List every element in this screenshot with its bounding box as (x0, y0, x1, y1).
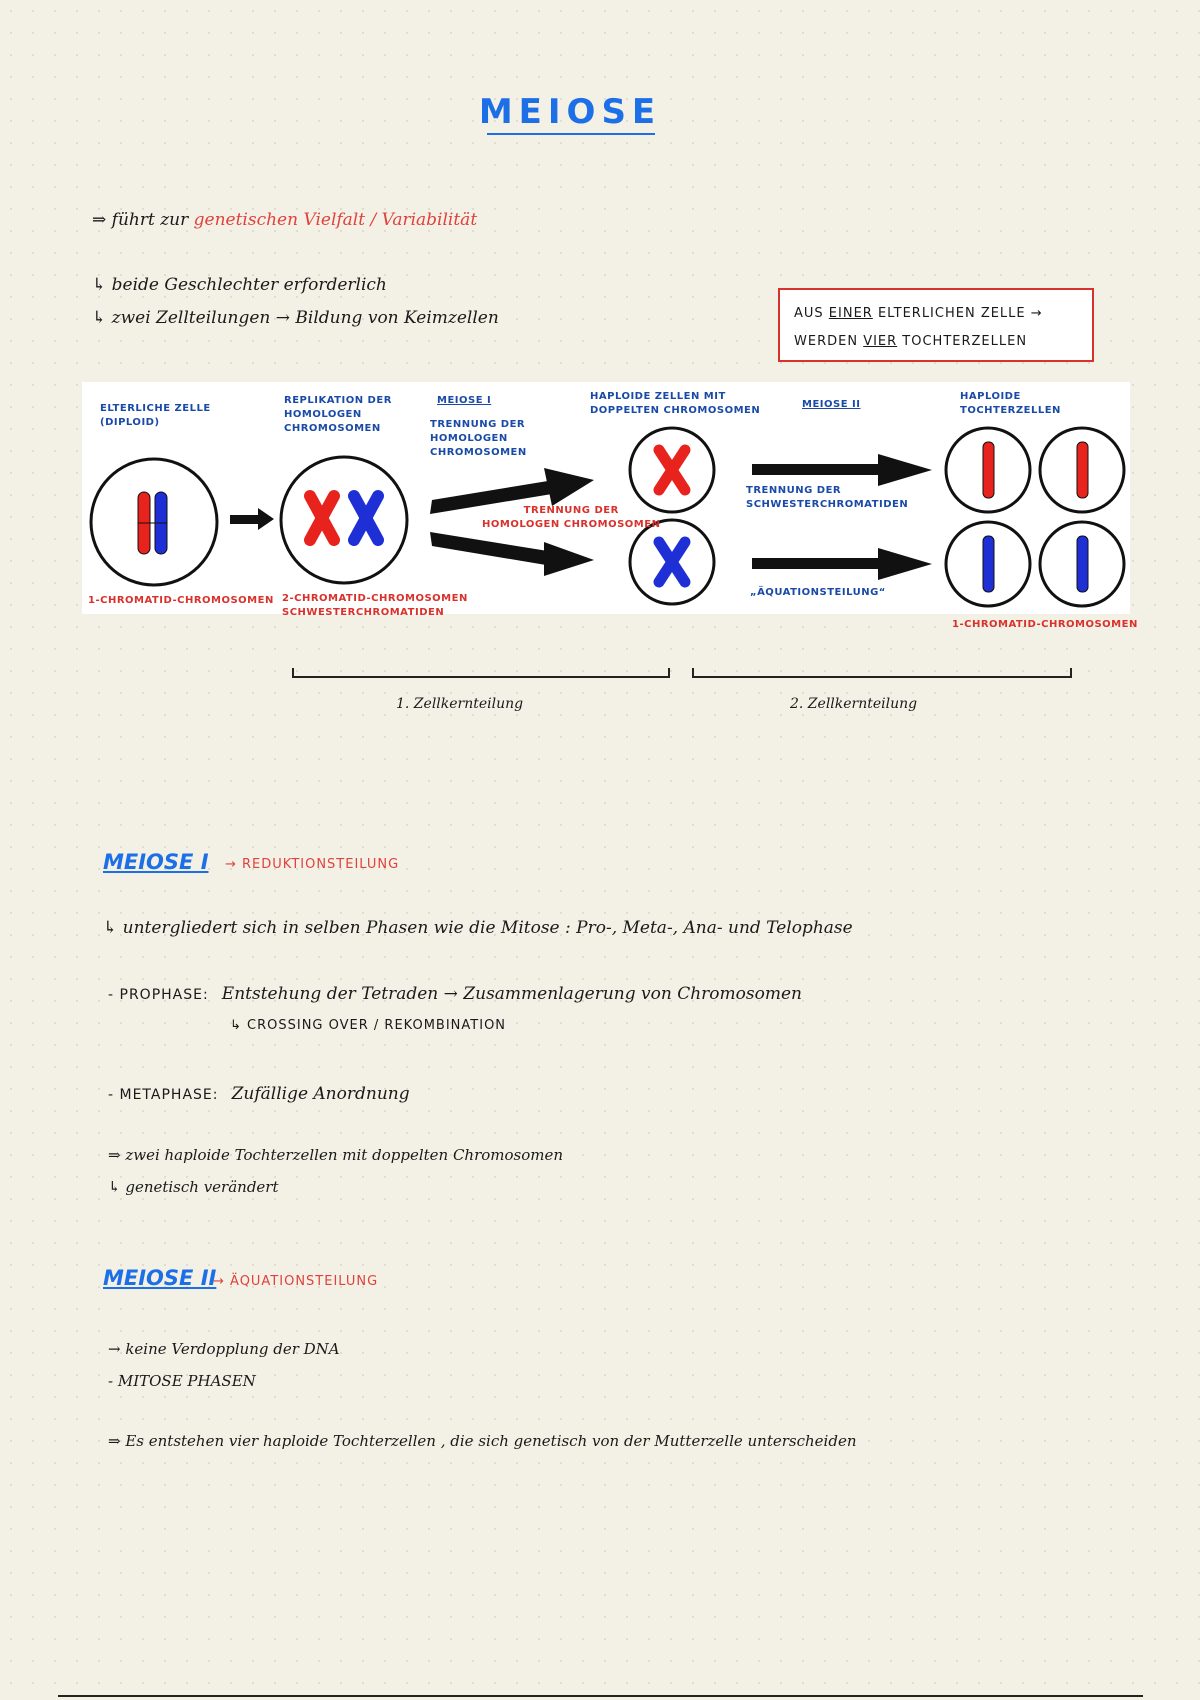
metaphase-label: - METAPHASE: (108, 1087, 219, 1103)
meiose1-line-1: ↳ untergliedert sich in selben Phasen wie die Mitose : Pro-, Meta-, Ana- und Telophase (103, 918, 853, 938)
intro-line-1 (92, 210, 477, 230)
daughter-cell-2 (1040, 428, 1124, 512)
label-aequationsteilung: „ÄQUATIONSTEILUNG“ (750, 587, 886, 598)
crossing-over: ↳ CROSSING OVER / REKOMBINATION (230, 1018, 507, 1033)
metaphase-row (108, 1084, 410, 1104)
daughter-cell-3 (946, 522, 1030, 606)
arrow-meiose1-down (430, 532, 594, 576)
meiose1-result-2: ↳ genetisch verändert (108, 1178, 279, 1196)
meiose2-line-2: - MITOSE PHASEN (108, 1372, 256, 1390)
arrow-replication (230, 508, 274, 530)
title-underline (487, 133, 655, 135)
prophase-label: - PROPHASE: (108, 987, 209, 1003)
page-title: MEIOSE (478, 92, 662, 132)
meiose1-result-1: ⇒ zwei haploide Tochterzellen mit doppelten Chromosomen (108, 1146, 564, 1164)
label-1chromatid-left: 1-CHROMATID-CHROMOSOMEN (88, 595, 274, 606)
label-phase-1: 1. Zellkernteilung (396, 696, 524, 712)
intro-highlight: genetischen Vielfalt / Variabilität (193, 210, 478, 230)
meiose1-heading: MEIOSE I (103, 850, 209, 874)
note-box-line-2: WERDEN VIER TOCHTERZELLEN (794, 334, 1028, 349)
label-meiose-1: MEIOSE I (437, 395, 492, 406)
label-haploid-daughters: HAPLOIDE TOCHTERZELLEN (960, 391, 1061, 416)
label-phase-2: 2. Zellkernteilung (790, 696, 918, 712)
meiose2-line-1: → keine Verdopplung der DNA (108, 1340, 340, 1358)
arrow-meiose2-top (752, 454, 932, 486)
haploid-cell-blue (630, 520, 714, 604)
replicated-cell (281, 457, 407, 583)
label-trennung-homolog: TRENNUNG DER HOMOLOGEN CHROMOSOMEN (430, 419, 527, 458)
prophase-row (108, 984, 802, 1004)
intro-bullet-2: ↳ zwei Zellteilungen → Bildung von Keimzellen (92, 308, 499, 328)
label-haploid-double: HAPLOIDE ZELLEN MIT DOPPELTEN CHROMOSOMEN (590, 391, 761, 416)
meiose2-subheading: → ÄQUATIONSTEILUNG (213, 1274, 379, 1289)
label-1chromatid-right: 1-CHROMATID-CHROMOSOMEN (952, 619, 1138, 630)
intro-prefix: ⇒ führt zur (92, 210, 194, 230)
bracket-phase-2 (692, 668, 1072, 678)
label-trennung-schwester: TRENNUNG DER SCHWESTERCHROMATIDEN (746, 485, 909, 510)
metaphase-text: Zufällige Anordnung (231, 1084, 410, 1104)
label-trennung-homolog-red: TRENNUNG DER HOMOLOGEN CHROMOSOMEN (482, 505, 661, 530)
label-replication: REPLIKATION DER HOMOLOGEN CHROMOSOMEN (284, 395, 392, 434)
note-box (778, 288, 1094, 362)
bracket-phase-1 (292, 668, 670, 678)
note-box-line-1: AUS EINER ELTERLICHEN ZELLE → (794, 306, 1043, 321)
label-meiose-2: MEIOSE II (802, 399, 861, 410)
intro-bullet-1: ↳ beide Geschlechter erforderlich (92, 275, 387, 295)
daughter-cell-4 (1040, 522, 1124, 606)
daughter-cell-1 (946, 428, 1030, 512)
meiosis-diagram (82, 382, 1130, 618)
meiose2-heading: MEIOSE II (103, 1266, 217, 1290)
haploid-cell-red (630, 428, 714, 512)
meiose2-result: ⇒ Es entstehen vier haploide Tochterzellen , die sich genetisch von der Mutterzelle unterscheiden (108, 1432, 857, 1450)
page-bottom-divider (58, 1695, 1143, 1697)
label-parent-cell: ELTERLICHE ZELLE (DIPLOID) (100, 403, 211, 428)
parent-cell (91, 459, 217, 585)
meiose1-subheading: → REDUKTIONSTEILUNG (225, 857, 400, 872)
arrow-meiose2-bottom (752, 548, 932, 580)
label-2chromatid: 2-CHROMATID-CHROMOSOMEN SCHWESTERCHROMATIDEN (282, 593, 468, 618)
prophase-text: Entstehung der Tetraden → Zusammenlagerung von Chromosomen (221, 984, 802, 1004)
